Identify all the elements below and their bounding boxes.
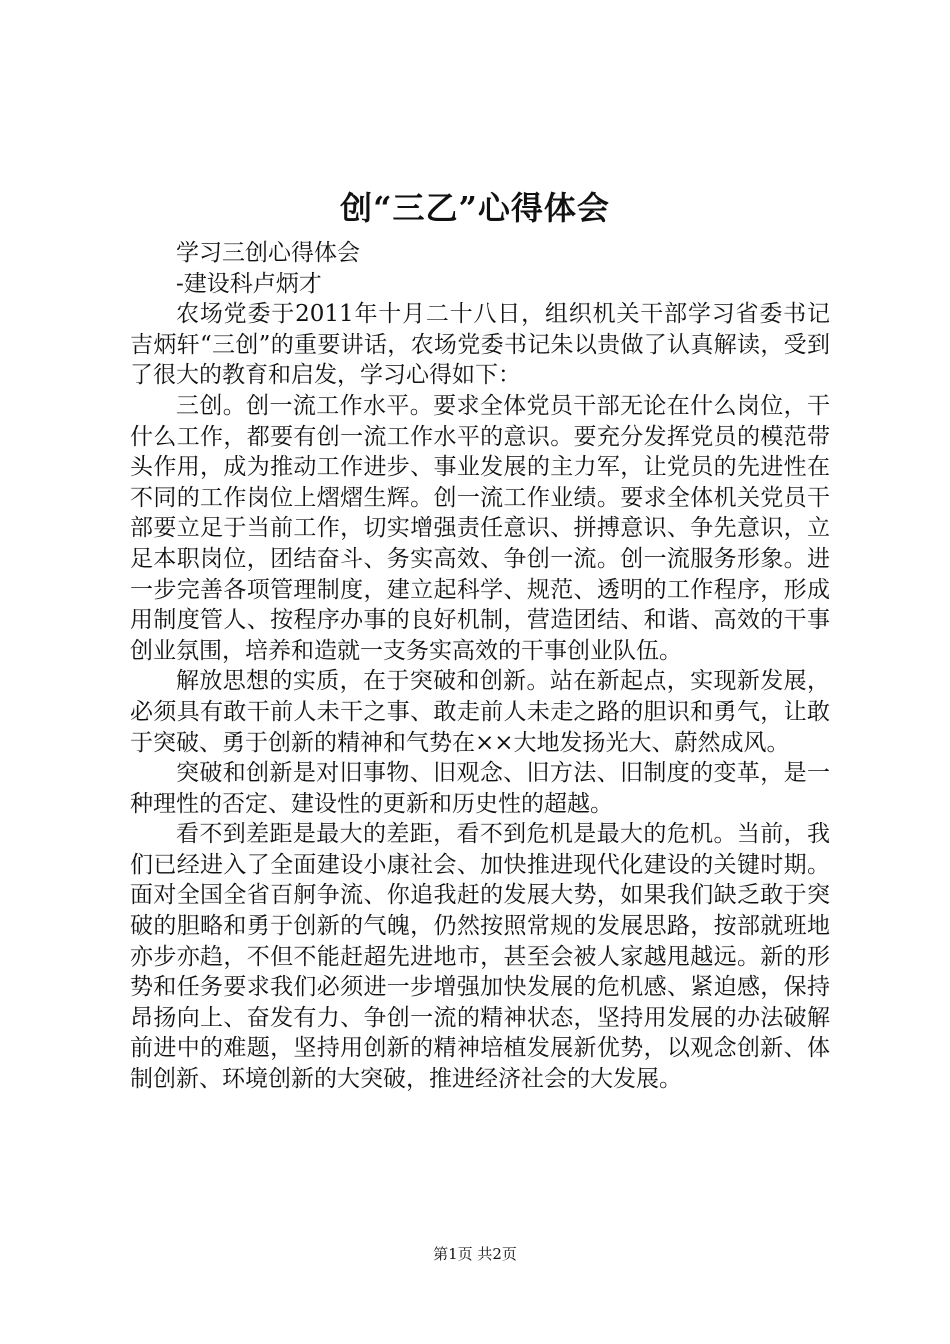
page-number-footer: 第1页 共2页 bbox=[433, 1245, 517, 1263]
paragraph-gap-crisis: 看不到差距是最大的差距，看不到危机是最大的危机。当前，我们已经进入了全面建设小康社会、加快推进现代化建设的关键时期。面对全国全省百舸争流、你追我赶的发展大势，如果我们缺乏敢于突破的胆略和勇于创新的气魄，仍然按照常规的发展思路，按部就班地亦步亦趋，不但不能赶超先进地市，甚至会被人家越甩越远。新的形势和任务要求我们必须进一步增强加快发展的危机感、紧迫感，保持昂扬向上、奋发有力、争创一流的精神状态，坚持用发展的办法破解前进中的难题，坚持用创新的精神培植发展新优势，以观念创新、体制创新、环境创新的大突破，推进经济社会的大发展。 bbox=[130, 821, 830, 1093]
page-title: 创“三乙”心得体会 bbox=[340, 189, 610, 227]
paragraph-author: -建设科卢炳才 bbox=[176, 270, 322, 297]
paragraph-subtitle: 学习三创心得体会 bbox=[176, 240, 360, 266]
paragraph-breakthrough: 突破和创新是对旧事物、旧观念、旧方法、旧制度的变革，是一种理性的否定、建设性的更新和历史性的超越。 bbox=[130, 760, 830, 817]
paragraph-three-creations: 三创。创一流工作水平。要求全体党员干部无论在什么岗位，干什么工作，都要有创一流工作水平的意识。要充分发挥党员的模范带头作用，成为推动工作进步、事业发展的主力军，让党员的先进性在不同的工作岗位上熠熠生辉。创一流工作业绩。要求全体机关党员干部要立足于当前工作，切实增强责任意识、拼搏意识、争先意识，立足本职岗位，团结奋斗、务实高效、争创一流。创一流服务形象。进一步完善各项管理制度，建立起科学、规范、透明的工作程序，形成用制度管人、按程序办事的良好机制，营造团结、和谐、高效的干事创业氛围，培养和造就一支务实高效的干事创业队伍。 bbox=[130, 392, 830, 664]
paragraph-emancipate-mind: 解放思想的实质，在于突破和创新。站在新起点，实现新发展，必须具有敢干前人未干之事、敢走前人未走之路的胆识和勇气，让敢于突破、勇于创新的精神和气势在××大地发扬光大、蔚然成风。 bbox=[130, 668, 830, 756]
paragraph-intro: 农场党委于2011年十月二十八日，组织机关干部学习省委书记吉炳轩“三创”的重要讲话，农场党委书记朱以贵做了认真解读，受到了很大的教育和启发，学习心得如下： bbox=[130, 301, 830, 389]
document-body bbox=[130, 238, 830, 1095]
